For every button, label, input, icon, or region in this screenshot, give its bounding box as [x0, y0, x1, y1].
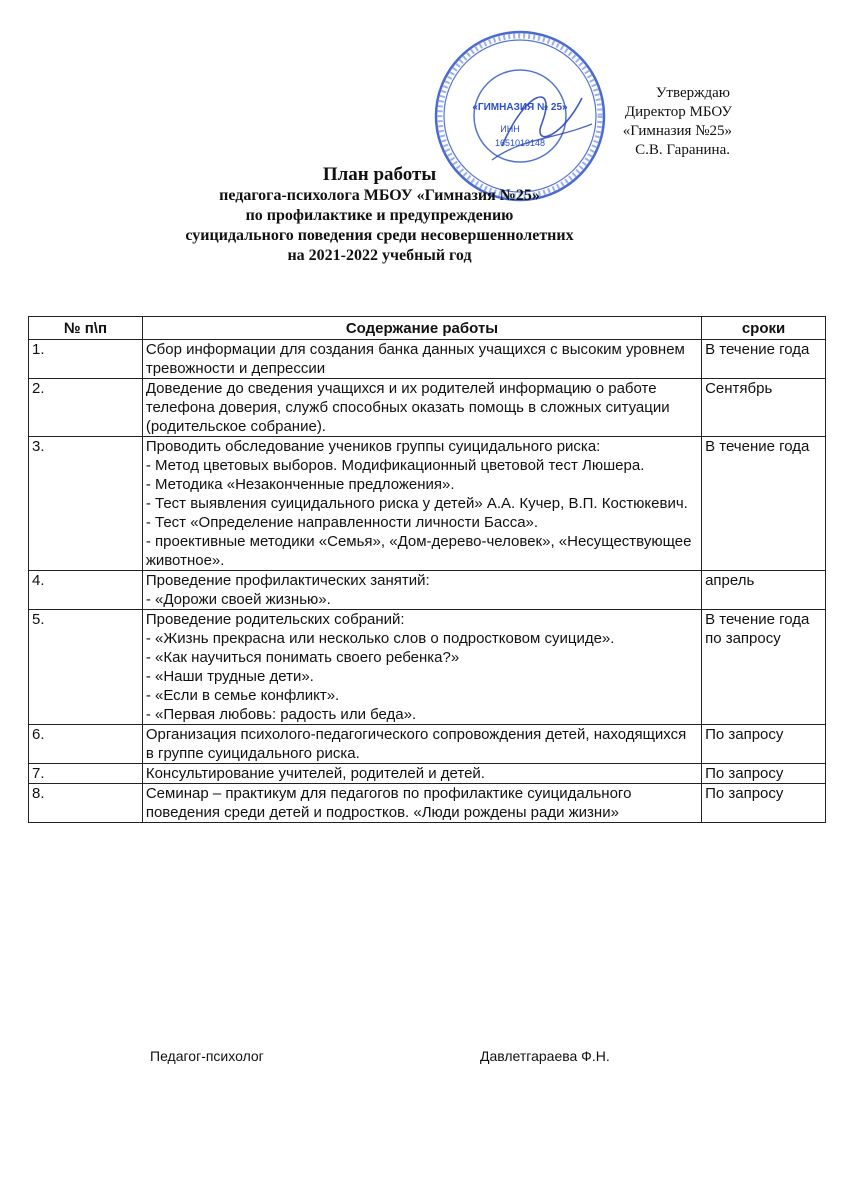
row-term [702, 610, 826, 725]
table-row [29, 610, 826, 725]
row-term [702, 725, 826, 764]
work-plan-table [28, 316, 826, 823]
content-line: Сбор информации для создания банка данных учащихся с высоким уровнем тревожности и депрессии [145, 341, 685, 377]
term-line: по запросу [705, 630, 781, 647]
row-content [142, 610, 701, 725]
content-line: - «Дорожи своей жизнью». [145, 591, 331, 608]
content-line: - «Как научиться понимать своего ребенка?» [145, 649, 460, 666]
footer-name: Давлетгараева Ф.Н. [480, 1048, 610, 1064]
term-line: В течение года [705, 611, 810, 628]
row-content [142, 340, 701, 379]
row-content [142, 784, 701, 823]
row-number: 4. [29, 571, 143, 610]
row-number: 3. [29, 437, 143, 571]
term-line: апрель [705, 572, 755, 589]
row-term [702, 340, 826, 379]
term-line: В течение года [705, 341, 810, 358]
content-line: Проводить обследование учеников группы суицидального риска: [145, 438, 601, 455]
row-number: 5. [29, 610, 143, 725]
row-content [142, 571, 701, 610]
content-line: - «Наши трудные дети». [145, 668, 314, 685]
stamp-inn-label: ИНН [500, 124, 520, 134]
content-line: Проведение профилактических занятий: [145, 572, 430, 589]
row-term [702, 571, 826, 610]
content-line: - «Если в семье конфликт». [145, 687, 340, 704]
content-line: Доведение до сведения учащихся и их родителей информацию о работе телефона доверия, служб способных оказать помощь в сложных ситуации (родительское собрание). [145, 380, 670, 435]
approval-block [560, 84, 730, 160]
row-number: 1. [29, 340, 143, 379]
content-line: - Тест «Определение направленности личности Басса». [145, 514, 539, 531]
row-term [702, 437, 826, 571]
approval-position: Директор МБОУ «Гимназия №25» [622, 104, 732, 139]
approval-signatory: С.В. Гаранина. [635, 142, 730, 158]
row-number: 7. [29, 764, 143, 784]
row-number: 2. [29, 379, 143, 437]
row-content [142, 379, 701, 437]
row-content [142, 725, 701, 764]
content-line: - «Первая любовь: радость или беда». [145, 706, 417, 723]
page-title: План работы [322, 164, 437, 185]
table-row [29, 340, 826, 379]
content-line: - Методика «Незаконченные предложения». [145, 476, 455, 493]
approval-title: Утверждаю [655, 85, 730, 101]
term-line: По запросу [705, 726, 784, 743]
table-row [29, 379, 826, 437]
heading-line-3: суицидального поведения среди несовершеннолетних [185, 227, 574, 244]
term-line: Сентябрь [705, 380, 773, 397]
row-number: 8. [29, 784, 143, 823]
row-number: 6. [29, 725, 143, 764]
table-row [29, 571, 826, 610]
table-row [29, 437, 826, 571]
heading-line-2: по профилактике и предупреждению [245, 207, 514, 224]
footer-role: Педагог-психолог [150, 1048, 264, 1064]
term-line: По запросу [705, 785, 784, 802]
table-row [29, 725, 826, 764]
heading-line-1: педагога-психолога МБОУ «Гимназия №25» [219, 187, 540, 204]
row-term [702, 379, 826, 437]
header-content: Содержание работы [142, 317, 701, 340]
content-line: - Тест выявления суицидального риска у детей» А.А. Кучер, В.П. Костюкевич. [145, 495, 688, 512]
stamp-inner-name: «ГИМНАЗИЯ № 25» [472, 102, 568, 113]
row-content [142, 437, 701, 571]
content-line: - Метод цветовых выборов. Модификационный цветовой тест Люшера. [145, 457, 645, 474]
content-line: Семинар – практикум для педагогов по профилактике суицидального поведения среди детей и подростков. «Люди рождены ради жизни» [145, 785, 632, 821]
content-line: - проективные методики «Семья», «Дом-дерево-человек», «Несуществующее животное». [145, 533, 692, 569]
content-line: - «Жизнь прекрасна или несколько слов о подростковом суициде». [145, 630, 615, 647]
header-term: сроки [702, 317, 826, 340]
table-row [29, 764, 826, 784]
table-header-row [29, 317, 826, 340]
term-line: По запросу [705, 765, 784, 782]
header-number: № п\п [29, 317, 143, 340]
term-line: В течение года [705, 438, 810, 455]
document-heading [0, 164, 849, 266]
row-term [702, 764, 826, 784]
row-content [142, 764, 701, 784]
content-line: Консультирование учителей, родителей и детей. [145, 765, 485, 782]
content-line: Организация психолого-педагогического сопровождения детей, находящихся в группе суицидального риска. [145, 726, 687, 762]
heading-line-4: на 2021-2022 учебный год [287, 247, 472, 264]
table-row [29, 784, 826, 823]
stamp-inn-number: 1651019148 [494, 138, 546, 148]
content-line: Проведение родительских собраний: [145, 611, 405, 628]
row-term [702, 784, 826, 823]
